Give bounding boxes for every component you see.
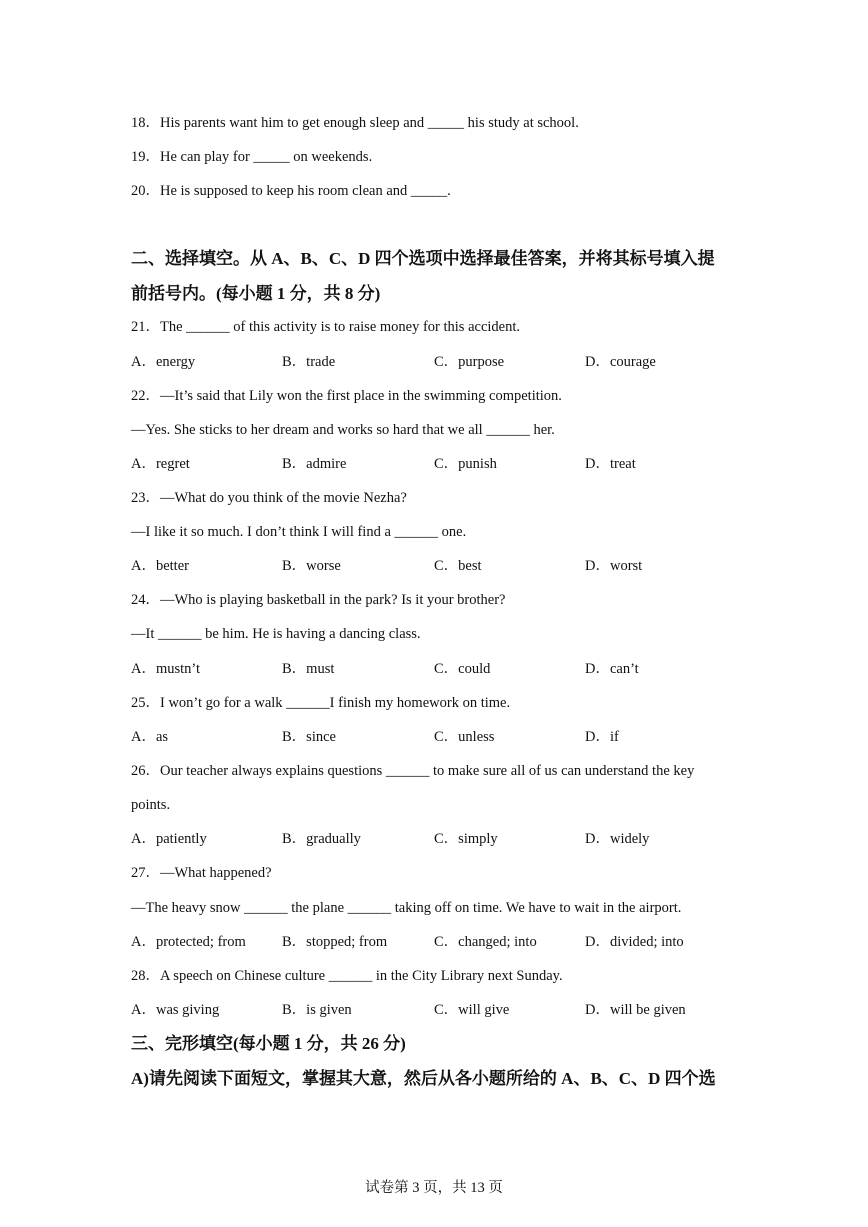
option-d: D．will be given xyxy=(585,1002,686,1018)
option-c: C．could xyxy=(434,661,491,677)
option-a: A．as xyxy=(131,729,169,745)
question-18: 18．His parents want him to get enough sleep and _____ his study at school. xyxy=(131,115,579,131)
option-b: B．since xyxy=(282,729,336,745)
option-c: C．purpose xyxy=(434,354,505,370)
option-d: D．widely xyxy=(585,831,650,847)
question-26-options xyxy=(131,829,751,849)
question-24-stem: 24．—Who is playing basketball in the park? Is it your brother? xyxy=(131,592,506,608)
question-28-stem: 28．A speech on Chinese culture ______ in the City Library next Sunday. xyxy=(131,968,563,984)
section-3-instruction: A)请先阅读下面短文，掌握其大意，然后从各小题所给的 A、B、C、D 四个选 xyxy=(131,1069,716,1088)
option-b: B．must xyxy=(282,661,335,677)
option-d: D．worst xyxy=(585,558,643,574)
section-2-heading-line2: 前括号内。(每小题 1 分，共 8 分) xyxy=(131,284,381,303)
option-b: B．stopped; from xyxy=(282,934,388,950)
question-23-stem: 23．—What do you think of the movie Nezha? xyxy=(131,490,407,506)
question-23-stem-reply: —I like it so much. I don’t think I will find a ______ one. xyxy=(131,524,467,540)
option-c: C．unless xyxy=(434,729,495,745)
option-a: A．protected; from xyxy=(131,934,246,950)
option-c: C．changed; into xyxy=(434,934,537,950)
question-26-stem: 26．Our teacher always explains questions ______ to make sure all of us can understand the key xyxy=(131,763,695,779)
question-19: 19．He can play for _____ on weekends. xyxy=(131,149,373,165)
option-b: B．is given xyxy=(282,1002,352,1018)
option-d: D．courage xyxy=(585,354,656,370)
page-footer: 试卷第 3 页，共 13 页 xyxy=(365,1180,503,1196)
option-b: B．gradually xyxy=(282,831,361,847)
option-d: D．if xyxy=(585,729,619,745)
question-21-options xyxy=(131,352,751,372)
option-d: D．can’t xyxy=(585,661,639,677)
question-27-options xyxy=(131,932,751,952)
question-22-stem: 22．—It’s said that Lily won the first place in the swimming competition. xyxy=(131,388,562,404)
option-a: A．patiently xyxy=(131,831,207,847)
option-a: A．was giving xyxy=(131,1002,220,1018)
question-28-options xyxy=(131,1000,751,1020)
option-b: B．worse xyxy=(282,558,341,574)
option-d: D．divided; into xyxy=(585,934,684,950)
question-25-stem: 25．I won’t go for a walk ______I finish my homework on time. xyxy=(131,695,511,711)
section-2-heading-line1: 二、选择填空。从 A、B、C、D 四个选项中选择最佳答案，并将其标号填入提 xyxy=(131,249,715,268)
option-c: C．best xyxy=(434,558,482,574)
option-a: A．regret xyxy=(131,456,190,472)
question-22-stem-reply: —Yes. She sticks to her dream and works so hard that we all ______ her. xyxy=(131,422,555,438)
question-22-options xyxy=(131,454,751,474)
option-c: C．simply xyxy=(434,831,498,847)
option-b: B．admire xyxy=(282,456,347,472)
section-3-heading: 三、完形填空(每小题 1 分，共 26 分) xyxy=(131,1034,406,1053)
option-a: A．energy xyxy=(131,354,196,370)
question-27-stem-reply: —The heavy snow ______ the plane ______ taking off on time. We have to wait in the airport. xyxy=(131,900,682,916)
option-c: C．punish xyxy=(434,456,497,472)
option-a: A．mustn’t xyxy=(131,661,201,677)
question-20: 20．He is supposed to keep his room clean and _____. xyxy=(131,183,451,199)
question-24-stem-reply: —It ______ be him. He is having a dancing class. xyxy=(131,626,421,642)
option-c: C．will give xyxy=(434,1002,510,1018)
question-23-options xyxy=(131,556,751,576)
option-a: A．better xyxy=(131,558,189,574)
question-25-options xyxy=(131,727,751,747)
option-b: B．trade xyxy=(282,354,336,370)
question-21-stem: 21．The ______ of this activity is to raise money for this accident. xyxy=(131,319,521,335)
option-d: D．treat xyxy=(585,456,636,472)
question-27-stem: 27．—What happened? xyxy=(131,865,272,881)
question-24-options xyxy=(131,659,751,679)
question-26-stem-cont: points. xyxy=(131,797,171,813)
